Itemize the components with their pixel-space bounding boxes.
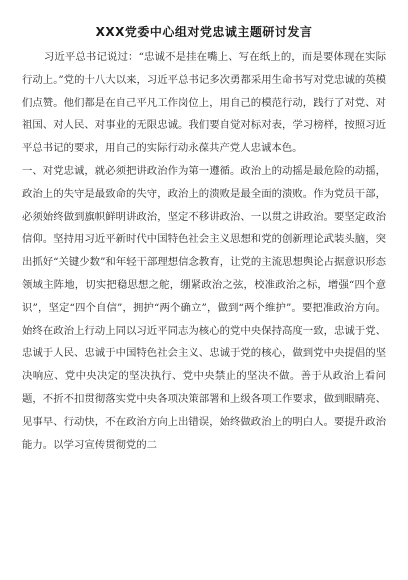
intro-paragraph: 习近平总书记说过：“忠诚不是挂在嘴上、写在纸上的，而是要体现在实际行动上。”党的十八大以来，习近平总书记多次勇都采用生命书写对党忠诚的英模们点赞。他们都是在自己平凡工作岗位上，用自己的模范行动，践行了对党、对祖国、对人民、对事业的无限忠诚。我们要自觉对标对表，学习榜样，按照习近平总书记的要求，用自己的实际行动永葆共产党人忠诚本色。 [22,51,386,155]
document-body [22,46,386,456]
section-one-paragraph: 一、对党忠诚，就必须把讲政治作为第一遵循。政治上的动摇是最危险的动摇，政治上的失守是最致命的失守，政治上的溃败是最全面的溃败。作为党员干部，必须始终做到旗帜鲜明讲政治，坚定不移讲政治、一以贯之讲政治。要坚定政治信仰。坚持用习近平新时代中国特色社会主义思想和党的创新理论武装头脑，突出抓好“关键少数”和年轻干部理想信念教育，让党的主流思想舆论占据意识形态领域主阵地，切实把稳思想之舵，绷紧政治之弦，校准政治之标，增强“四个意识”，坚定“四个自信”，拥护“两个确立”，做到“两个维护”。要把准政治方向。始终在政治上行动上同以习近平同志为核心的党中央保持高度一致，忠诚于党、忠诚于人民、忠诚于中国特色社会主义、忠诚于党的核心，做到党中央提倡的坚决响应、党中央决定的坚决执行、党中央禁止的坚决不做。善于从政治上看问题，不折不扣贯彻落实党中央各项决策部署和上级各项工作要求，做到眼睛亮、见事早、行动快，不在政治方向上出错误，始终做政治上的明白人。要提升政治能力。以学习宣传贯彻党的二 [22,164,386,451]
document-title: XXX党委中心组对党忠诚主题研讨发言 [95,25,313,39]
